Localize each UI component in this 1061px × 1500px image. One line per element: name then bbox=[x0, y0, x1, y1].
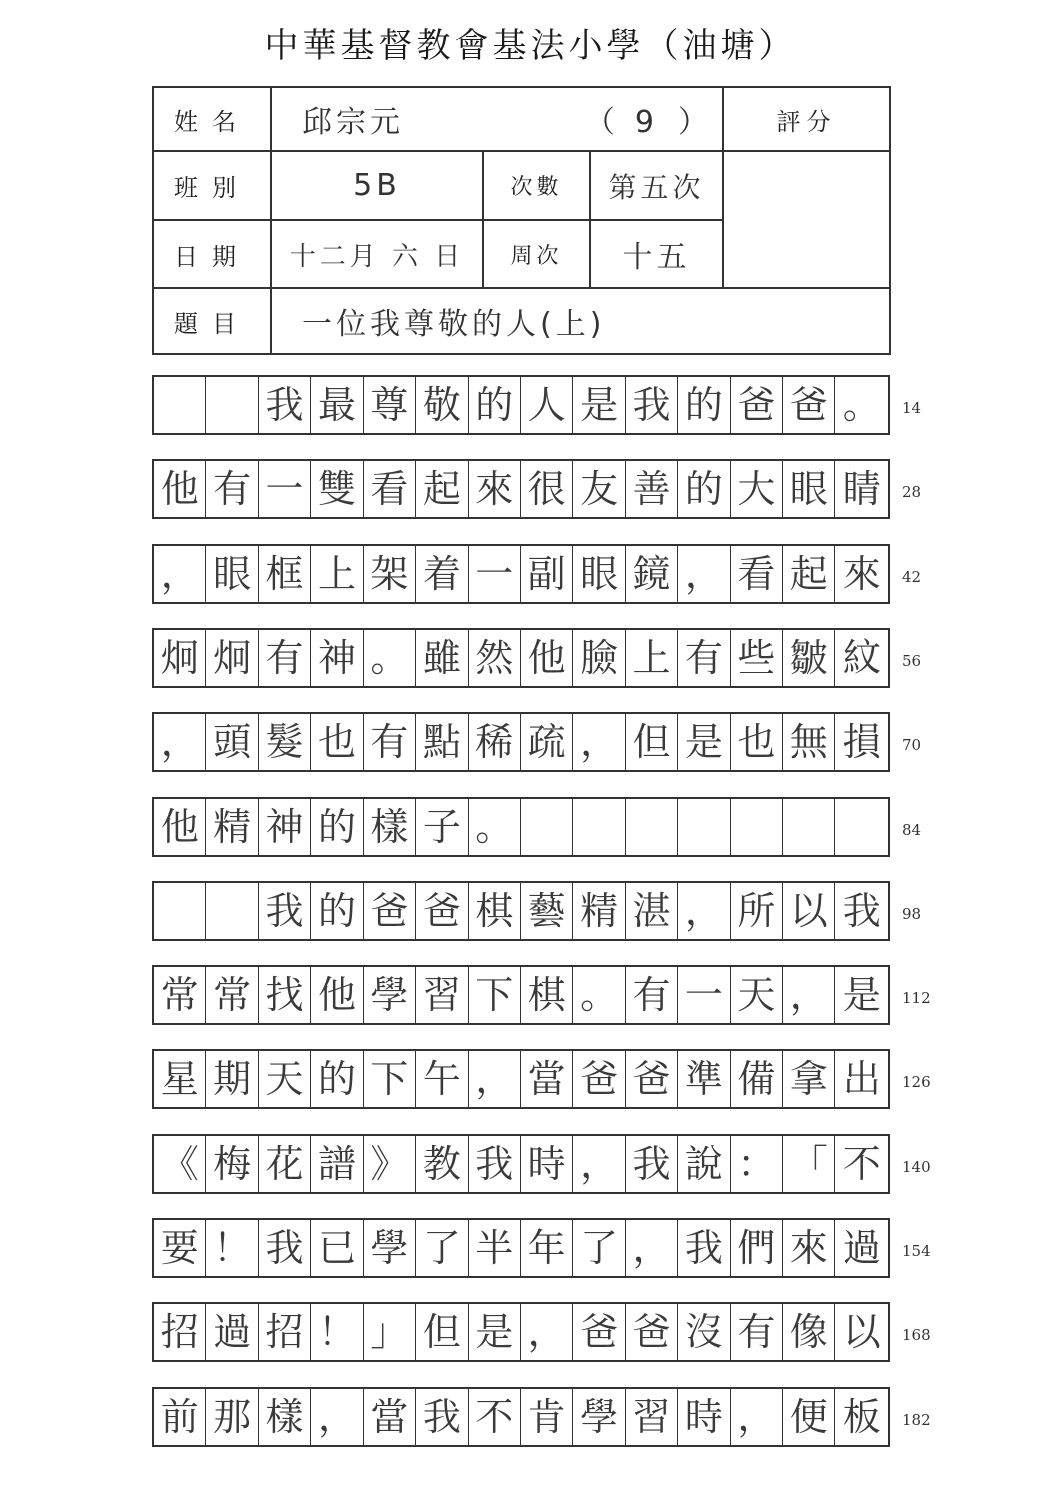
grid-cell: 髮 bbox=[259, 714, 311, 770]
grid-row bbox=[152, 1134, 890, 1194]
grid-cell: 是 bbox=[842, 973, 881, 1017]
grid-cell: 了 bbox=[416, 1220, 468, 1276]
grid-cell: 我 bbox=[626, 377, 678, 433]
character-count: 168 bbox=[902, 1326, 931, 1344]
grid-cell: 我 bbox=[842, 889, 881, 933]
grid-cell: 我 bbox=[416, 1389, 468, 1445]
grid-cell: 學 bbox=[364, 1220, 416, 1276]
grid-cell: 備 bbox=[731, 1051, 783, 1107]
grid-cell: 梅 bbox=[206, 1136, 258, 1192]
grid-cell: 」 bbox=[364, 1304, 416, 1360]
grid-cell: 的 bbox=[678, 461, 730, 517]
grid-row bbox=[152, 375, 890, 435]
grid-cell: 《 bbox=[154, 1136, 206, 1192]
date-label: 日期 bbox=[153, 220, 271, 288]
grid-cell: 當 bbox=[364, 1389, 416, 1445]
grid-cell: 學 bbox=[573, 1389, 625, 1445]
grid-cell: 的 bbox=[469, 377, 521, 433]
grid-cell: ， bbox=[678, 883, 730, 939]
grid-cell: ！ bbox=[311, 1304, 363, 1360]
score-box bbox=[723, 151, 890, 288]
grid-cell: 不 bbox=[469, 1389, 521, 1445]
grid-cell: 像 bbox=[783, 1304, 835, 1360]
grid-cell: ， bbox=[626, 1220, 678, 1276]
grid-cell: 副 bbox=[521, 546, 573, 602]
grid-cell: 「 bbox=[783, 1136, 835, 1192]
character-count: 42 bbox=[902, 568, 922, 586]
grid-cell: 有 bbox=[626, 967, 678, 1023]
grid-cell: 那 bbox=[206, 1389, 258, 1445]
grid-cell: 過 bbox=[206, 1304, 258, 1360]
grid-cell bbox=[835, 799, 887, 855]
grid-cell: 天 bbox=[259, 1051, 311, 1107]
grid-cell: 的 bbox=[311, 799, 363, 855]
grid-cell: ， bbox=[154, 546, 206, 602]
grid-row bbox=[152, 881, 890, 941]
grid-cell: 來 bbox=[842, 552, 881, 596]
character-count: 182 bbox=[902, 1411, 931, 1429]
grid-cell: 我 bbox=[469, 1136, 521, 1192]
grid-cell: 精 bbox=[206, 799, 258, 855]
grid-cell: 一 bbox=[259, 461, 311, 517]
grid-cell: 我 bbox=[259, 377, 311, 433]
grid-cell: 也 bbox=[311, 714, 363, 770]
grid-cell: 起 bbox=[783, 546, 835, 602]
grid-cell: ， bbox=[731, 1389, 783, 1445]
grid-cell: 我 bbox=[626, 1136, 678, 1192]
grid-cell: 板 bbox=[842, 1395, 881, 1439]
grid-cell bbox=[206, 883, 258, 939]
character-count: 140 bbox=[902, 1158, 931, 1176]
grid-row bbox=[152, 1218, 890, 1278]
grid-cell: 架 bbox=[364, 546, 416, 602]
character-count: 14 bbox=[902, 399, 922, 417]
grid-cell: 一 bbox=[678, 967, 730, 1023]
grid-cell: 稀 bbox=[469, 714, 521, 770]
grid-cell: 爸 bbox=[573, 1304, 625, 1360]
grid-cell: 他 bbox=[311, 967, 363, 1023]
times-label: 次數 bbox=[483, 151, 590, 220]
grid-cell: 午 bbox=[416, 1051, 468, 1107]
grid-cell: 樣 bbox=[259, 1389, 311, 1445]
grid-cell: 鏡 bbox=[626, 546, 678, 602]
grid-row bbox=[152, 797, 890, 857]
grid-cell: 他 bbox=[154, 461, 206, 517]
grid-cell: 爸 bbox=[783, 377, 835, 433]
grid-cell: ， bbox=[469, 1051, 521, 1107]
grid-cell: 損 bbox=[842, 720, 881, 764]
grid-row bbox=[152, 1387, 890, 1447]
grid-cell: 時 bbox=[521, 1136, 573, 1192]
grid-cell: 肯 bbox=[521, 1389, 573, 1445]
grid-cell: 了 bbox=[573, 1220, 625, 1276]
grid-cell bbox=[678, 799, 730, 855]
grid-cell: 期 bbox=[206, 1051, 258, 1107]
grid-row bbox=[152, 459, 890, 519]
grid-cell: 點 bbox=[416, 714, 468, 770]
grid-cell: 着 bbox=[416, 546, 468, 602]
grid-cell: 臉 bbox=[573, 630, 625, 686]
grid-cell: 他 bbox=[154, 799, 206, 855]
grid-row bbox=[152, 712, 890, 772]
character-count: 28 bbox=[902, 483, 922, 501]
character-count: 154 bbox=[902, 1242, 931, 1260]
grid-cell: 教 bbox=[416, 1136, 468, 1192]
grid-cell: 最 bbox=[311, 377, 363, 433]
character-count: 98 bbox=[902, 905, 922, 923]
topic-label: 題目 bbox=[153, 288, 271, 354]
character-count: 126 bbox=[902, 1073, 931, 1091]
grid-cell: 習 bbox=[416, 967, 468, 1023]
grid-cell: 當 bbox=[521, 1051, 573, 1107]
grid-cell bbox=[626, 799, 678, 855]
grid-cell: 常 bbox=[206, 967, 258, 1023]
grid-cell: 是 bbox=[469, 1304, 521, 1360]
grid-cell: 也 bbox=[731, 714, 783, 770]
grid-cell: 。 bbox=[469, 799, 521, 855]
grid-cell: 然 bbox=[469, 630, 521, 686]
grid-cell: 爸 bbox=[626, 1304, 678, 1360]
grid-cell bbox=[154, 883, 206, 939]
grid-cell: ， bbox=[678, 546, 730, 602]
grid-cell: 出 bbox=[842, 1057, 881, 1101]
grid-cell: 》 bbox=[364, 1136, 416, 1192]
grid-cell: 。 bbox=[364, 630, 416, 686]
grid-cell bbox=[154, 377, 206, 433]
seat-open-paren: （ bbox=[584, 105, 615, 140]
seat-close-paren: ） bbox=[678, 105, 708, 140]
grid-cell: 爸 bbox=[731, 377, 783, 433]
grid-cell: 。 bbox=[842, 383, 881, 427]
school-title: 中華基督教會基法小學（油塘） bbox=[264, 26, 797, 66]
grid-cell: 時 bbox=[678, 1389, 730, 1445]
grid-cell: 眼 bbox=[573, 546, 625, 602]
score-label: 評分 bbox=[723, 87, 890, 151]
grid-cell: ， bbox=[521, 1304, 573, 1360]
grid-cell: 是 bbox=[678, 714, 730, 770]
grid-cell: 敬 bbox=[416, 377, 468, 433]
grid-cell: 說 bbox=[678, 1136, 730, 1192]
character-count: 70 bbox=[902, 736, 922, 754]
grid-cell: 以 bbox=[842, 1310, 881, 1354]
grid-cell: 炯 bbox=[206, 630, 258, 686]
grid-cell: 爸 bbox=[364, 883, 416, 939]
grid-cell: 以 bbox=[783, 883, 835, 939]
grid-cell: 已 bbox=[311, 1220, 363, 1276]
grid-cell: 我 bbox=[678, 1220, 730, 1276]
grid-cell: 紋 bbox=[842, 636, 881, 680]
grid-cell: 找 bbox=[259, 967, 311, 1023]
grid-cell: 善 bbox=[626, 461, 678, 517]
grid-cell: 子 bbox=[416, 799, 468, 855]
grid-cell: 些 bbox=[731, 630, 783, 686]
grid-cell: 但 bbox=[416, 1304, 468, 1360]
grid-cell: 下 bbox=[364, 1051, 416, 1107]
name-cell bbox=[271, 87, 723, 151]
character-count: 84 bbox=[902, 821, 922, 839]
grid-cell: 不 bbox=[842, 1142, 881, 1186]
seat-number: 9 bbox=[634, 105, 658, 140]
grid-cell: 拿 bbox=[783, 1051, 835, 1107]
grid-cell: 來 bbox=[783, 1220, 835, 1276]
grid-cell: 譜 bbox=[311, 1136, 363, 1192]
character-count: 56 bbox=[902, 652, 922, 670]
date-value: 十二月 六 日 bbox=[271, 220, 483, 288]
grid-cell: 看 bbox=[364, 461, 416, 517]
grid-cell bbox=[521, 799, 573, 855]
grid-cell: 神 bbox=[259, 799, 311, 855]
grid-cell: ， bbox=[311, 1389, 363, 1445]
grid-cell: ： bbox=[731, 1136, 783, 1192]
grid-cell: 藝 bbox=[521, 883, 573, 939]
grid-cell: 們 bbox=[731, 1220, 783, 1276]
grid-cell: 棋 bbox=[521, 967, 573, 1023]
student-info-table bbox=[152, 86, 891, 355]
grid-cell: 爸 bbox=[573, 1051, 625, 1107]
class-label: 班別 bbox=[153, 151, 271, 220]
grid-cell: 有 bbox=[678, 630, 730, 686]
grid-cell: 有 bbox=[259, 630, 311, 686]
grid-cell: 睛 bbox=[842, 467, 881, 511]
grid-cell: 我 bbox=[259, 1220, 311, 1276]
grid-cell: 樣 bbox=[364, 799, 416, 855]
grid-cell: ， bbox=[783, 967, 835, 1023]
grid-cell: 雖 bbox=[416, 630, 468, 686]
grid-cell: ， bbox=[154, 714, 206, 770]
grid-cell bbox=[206, 377, 258, 433]
grid-cell: 的 bbox=[311, 1051, 363, 1107]
grid-cell: 他 bbox=[521, 630, 573, 686]
grid-row bbox=[152, 628, 890, 688]
grid-cell: 學 bbox=[364, 967, 416, 1023]
grid-cell bbox=[573, 799, 625, 855]
grid-cell: 年 bbox=[521, 1220, 573, 1276]
grid-cell: 很 bbox=[521, 461, 573, 517]
grid-cell: 無 bbox=[783, 714, 835, 770]
grid-row bbox=[152, 965, 890, 1025]
grid-cell: 疏 bbox=[521, 714, 573, 770]
name-label: 姓名 bbox=[153, 87, 271, 151]
grid-cell: 炯 bbox=[154, 630, 206, 686]
grid-cell: 我 bbox=[259, 883, 311, 939]
grid-cell: 神 bbox=[311, 630, 363, 686]
grid-cell: 爸 bbox=[626, 1051, 678, 1107]
grid-cell: 一 bbox=[469, 546, 521, 602]
grid-cell: 天 bbox=[731, 967, 783, 1023]
grid-cell: 尊 bbox=[364, 377, 416, 433]
grid-cell: 便 bbox=[783, 1389, 835, 1445]
grid-cell: 準 bbox=[678, 1051, 730, 1107]
grid-cell bbox=[783, 799, 835, 855]
grid-cell: 常 bbox=[154, 967, 206, 1023]
grid-cell: 前 bbox=[154, 1389, 206, 1445]
grid-cell: 棋 bbox=[469, 883, 521, 939]
seat-number-field bbox=[585, 97, 708, 141]
grid-cell: 友 bbox=[573, 461, 625, 517]
class-value: 5B bbox=[271, 151, 483, 220]
grid-cell: 所 bbox=[731, 883, 783, 939]
grid-cell: 的 bbox=[311, 883, 363, 939]
grid-cell: 眼 bbox=[206, 546, 258, 602]
grid-row bbox=[152, 1049, 890, 1109]
grid-cell: 雙 bbox=[311, 461, 363, 517]
grid-cell: 頭 bbox=[206, 714, 258, 770]
grid-cell: ！ bbox=[206, 1220, 258, 1276]
grid-cell: 沒 bbox=[678, 1304, 730, 1360]
grid-cell: 爸 bbox=[416, 883, 468, 939]
grid-cell: 上 bbox=[626, 630, 678, 686]
grid-cell: 要 bbox=[154, 1220, 206, 1276]
grid-cell: 但 bbox=[626, 714, 678, 770]
grid-cell bbox=[731, 799, 783, 855]
grid-cell: 湛 bbox=[626, 883, 678, 939]
grid-cell: 下 bbox=[469, 967, 521, 1023]
grid-cell: 皺 bbox=[783, 630, 835, 686]
grid-cell: 習 bbox=[626, 1389, 678, 1445]
grid-cell: 招 bbox=[154, 1304, 206, 1360]
grid-cell: 。 bbox=[573, 967, 625, 1023]
student-name: 邱宗元 bbox=[302, 105, 404, 140]
grid-cell: 起 bbox=[416, 461, 468, 517]
grid-row bbox=[152, 544, 890, 604]
week-value: 十五 bbox=[590, 220, 723, 288]
grid-cell: 眼 bbox=[783, 461, 835, 517]
grid-row bbox=[152, 1302, 890, 1362]
times-value: 第五次 bbox=[590, 151, 723, 220]
grid-cell: 框 bbox=[259, 546, 311, 602]
grid-cell: 人 bbox=[521, 377, 573, 433]
grid-cell: 的 bbox=[678, 377, 730, 433]
grid-cell: 招 bbox=[259, 1304, 311, 1360]
grid-cell: ， bbox=[573, 714, 625, 770]
grid-cell: 過 bbox=[842, 1226, 881, 1270]
character-count: 112 bbox=[902, 989, 931, 1007]
grid-cell: 精 bbox=[573, 883, 625, 939]
grid-cell: 大 bbox=[731, 461, 783, 517]
grid-cell: 有 bbox=[206, 461, 258, 517]
grid-cell: ， bbox=[573, 1136, 625, 1192]
grid-cell: 有 bbox=[731, 1304, 783, 1360]
week-label: 周次 bbox=[483, 220, 590, 288]
grid-cell: 有 bbox=[364, 714, 416, 770]
grid-cell: 星 bbox=[154, 1051, 206, 1107]
grid-cell: 上 bbox=[311, 546, 363, 602]
topic-value: 一位我尊敬的人(上) bbox=[271, 288, 890, 354]
grid-cell: 是 bbox=[573, 377, 625, 433]
grid-cell: 花 bbox=[259, 1136, 311, 1192]
grid-cell: 來 bbox=[469, 461, 521, 517]
grid-cell: 半 bbox=[469, 1220, 521, 1276]
grid-cell: 看 bbox=[731, 546, 783, 602]
